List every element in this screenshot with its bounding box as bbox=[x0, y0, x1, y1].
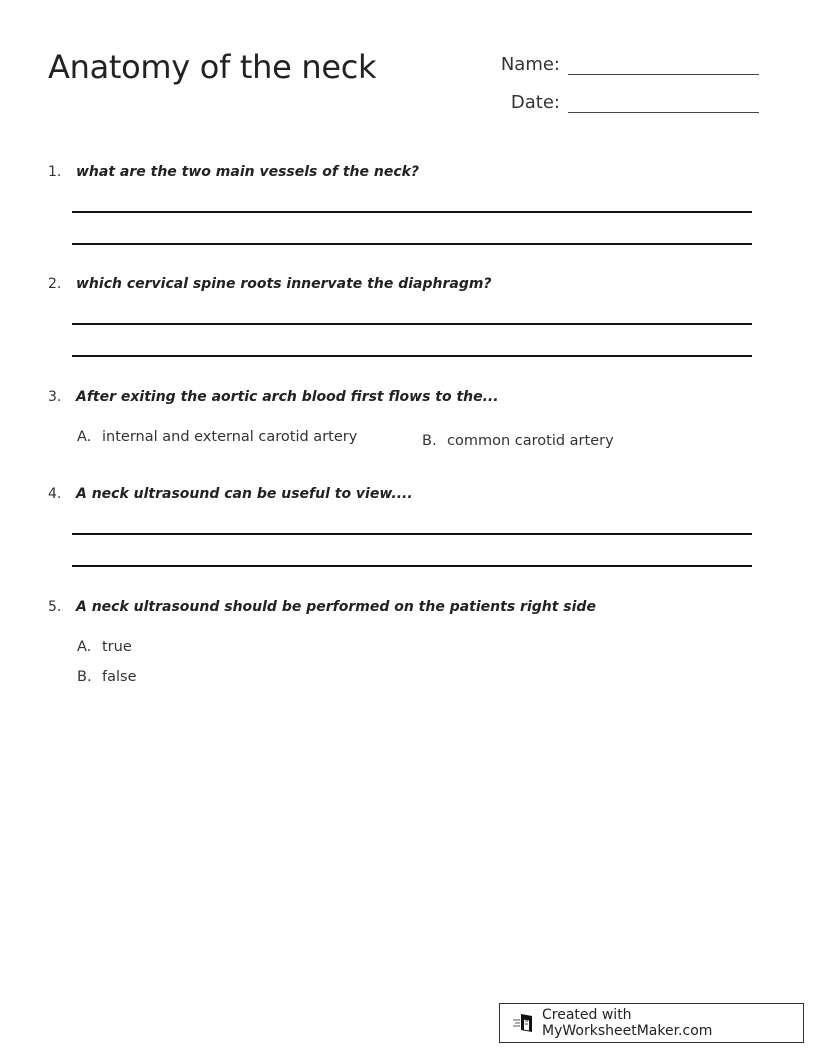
question-text: A neck ultrasound can be useful to view.... bbox=[76, 486, 413, 502]
footer-text: Created with MyWorksheetMaker.com bbox=[542, 1007, 713, 1039]
footer-badge[interactable] bbox=[499, 1003, 804, 1043]
option-a[interactable] bbox=[77, 639, 132, 655]
date-label: Date: bbox=[510, 92, 560, 113]
question-text: After exiting the aortic arch blood first flows to the... bbox=[76, 389, 499, 405]
option-text: internal and external carotid artery bbox=[102, 429, 358, 445]
answer-line[interactable] bbox=[72, 533, 752, 535]
question-number: 2. bbox=[48, 276, 62, 292]
answer-line[interactable] bbox=[72, 323, 752, 325]
question-number: 3. bbox=[48, 389, 62, 405]
question-text: which cervical spine roots innervate the diaphragm? bbox=[76, 276, 492, 292]
option-letter: B. bbox=[422, 433, 437, 449]
question-text: A neck ultrasound should be performed on the patients right side bbox=[76, 599, 596, 615]
option-a[interactable] bbox=[77, 429, 357, 445]
answer-line[interactable] bbox=[72, 243, 752, 245]
answer-line[interactable] bbox=[72, 355, 752, 357]
name-label: Name: bbox=[500, 54, 560, 75]
date-field bbox=[480, 90, 759, 113]
option-text: true bbox=[102, 639, 132, 655]
name-field bbox=[480, 52, 759, 75]
date-input-line[interactable] bbox=[568, 90, 759, 113]
question-number: 1. bbox=[48, 164, 62, 180]
option-text: common carotid artery bbox=[447, 433, 614, 449]
answer-line[interactable] bbox=[72, 565, 752, 567]
page-title: Anatomy of the neck bbox=[48, 48, 377, 86]
name-input-line[interactable] bbox=[568, 52, 759, 75]
option-letter: B. bbox=[77, 669, 92, 685]
question-text: what are the two main vessels of the neck? bbox=[76, 164, 420, 180]
option-letter: A. bbox=[77, 429, 92, 445]
answer-line[interactable] bbox=[72, 211, 752, 213]
option-letter: A. bbox=[77, 639, 92, 655]
option-b[interactable] bbox=[77, 669, 137, 685]
question-number: 5. bbox=[48, 599, 62, 615]
question-number: 4. bbox=[48, 486, 62, 502]
worksheet-logo-icon bbox=[512, 1012, 536, 1034]
option-text: false bbox=[102, 669, 137, 685]
option-b[interactable] bbox=[422, 433, 614, 449]
